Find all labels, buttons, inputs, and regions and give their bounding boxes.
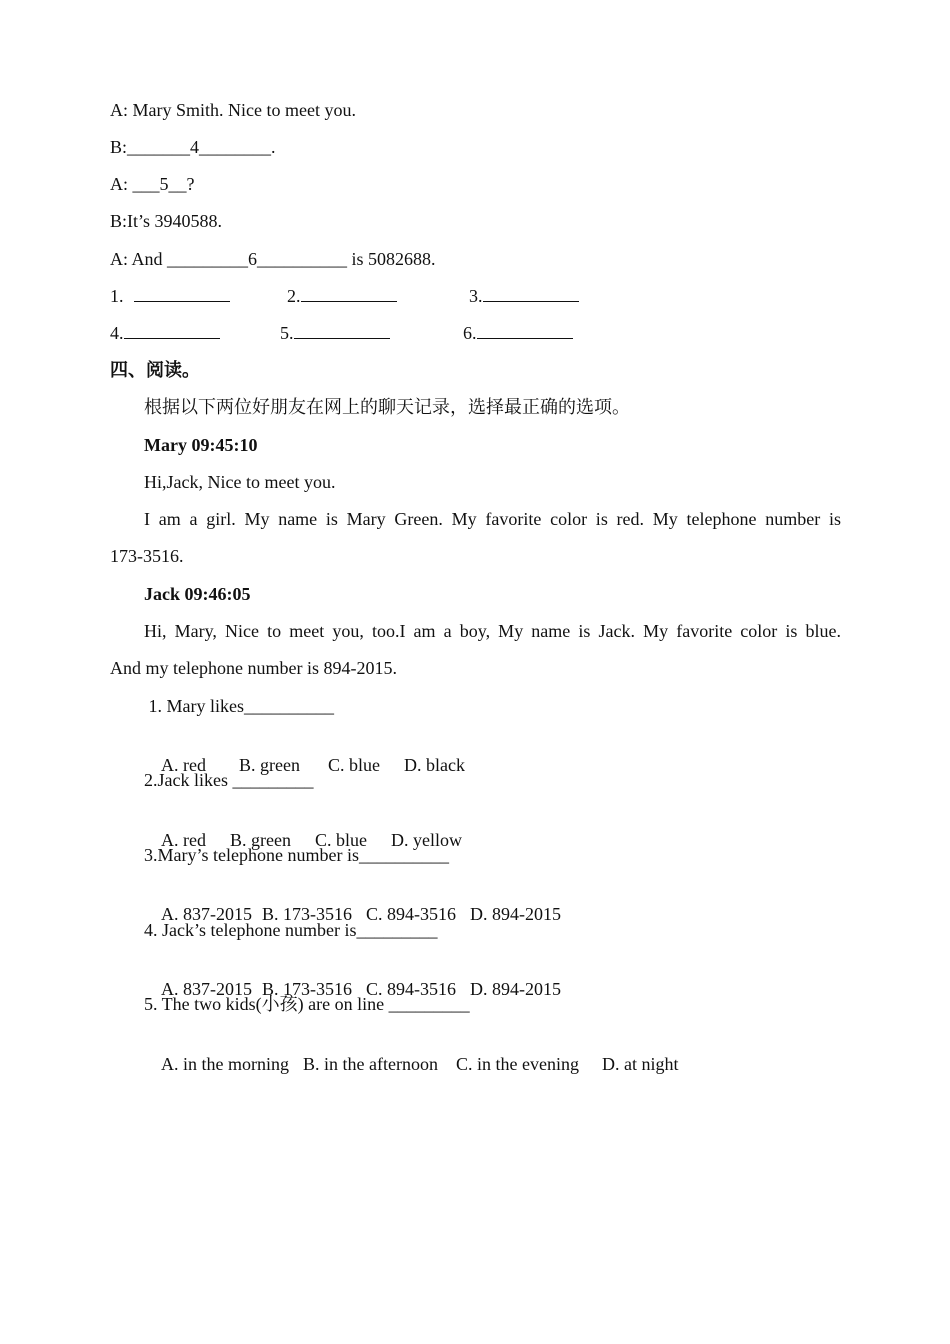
option: C. 894-3516: [366, 904, 457, 924]
blank-line: [294, 322, 390, 339]
option: D. 894-2015: [470, 904, 562, 924]
chat-message: Hi, Mary, Nice to meet you, too.I am a boy, My name is Jack. My favorite color is blue.: [144, 621, 841, 641]
chat-message: Hi,Jack, Nice to meet you.: [144, 472, 336, 492]
answer-blank-5: 5.: [280, 322, 390, 344]
option: C. blue: [327, 755, 380, 775]
option: C. in the evening: [455, 1054, 579, 1074]
dialogue-line: B:It’s 3940588.: [110, 211, 223, 231]
chat-header-mary: Mary 09:45:10: [144, 435, 258, 455]
blank-line: [483, 285, 579, 302]
dialogue-line: A: And _________6__________ is 5082688.: [110, 249, 436, 269]
blank-line: [301, 285, 397, 302]
option: A. red: [161, 830, 206, 850]
blank-line: [124, 322, 220, 339]
option: B. in the afternoon: [303, 1054, 438, 1074]
chat-header-jack: Jack 09:46:05: [144, 584, 251, 604]
option: A. red: [161, 755, 206, 775]
option: D. yellow: [390, 830, 462, 850]
option: B. green: [239, 755, 300, 775]
dialogue-line: A: Mary Smith. Nice to meet you.: [110, 100, 356, 120]
section-title: 四、阅读。: [110, 360, 200, 380]
options-row: [144, 1031, 678, 1097]
chat-message: 173-3516.: [110, 546, 184, 566]
option: B. 173-3516: [262, 904, 353, 924]
question-4: 4. Jack’s telephone number is_________: [144, 920, 438, 940]
option: B. 173-3516: [262, 979, 353, 999]
option: A. 837-2015: [161, 979, 253, 999]
option: D. black: [403, 755, 465, 775]
question-3: 3.Mary’s telephone number is__________: [144, 845, 449, 865]
answer-blank-3: 3.: [469, 285, 579, 307]
option: D. 894-2015: [470, 979, 562, 999]
answer-blank-4: 4.: [110, 322, 220, 344]
option: D. at night: [601, 1054, 679, 1074]
option: A. 837-2015: [161, 904, 253, 924]
blank-line: [134, 285, 230, 302]
instructions: 根据以下两位好朋友在网上的聊天记录，选择最正确的选项。: [144, 397, 630, 417]
question-2: 2.Jack likes _________: [144, 770, 314, 790]
option: B. green: [230, 830, 291, 850]
answer-blank-6: 6.: [463, 322, 573, 344]
option: A. in the morning: [161, 1054, 290, 1074]
option: C. blue: [314, 830, 367, 850]
question-5: 5. The two kids(小孩) are on line _________: [144, 994, 470, 1014]
answer-blank-1: 1.: [110, 285, 230, 307]
chat-message: I am a girl. My name is Mary Green. My favorite color is red. My telephone number is: [144, 509, 841, 529]
chat-message: And my telephone number is 894-2015.: [110, 658, 397, 678]
question-1: 1. Mary likes__________: [144, 696, 334, 716]
option: C. 894-3516: [366, 979, 457, 999]
blank-line: [477, 322, 573, 339]
dialogue-line: B:_______4________.: [110, 137, 276, 157]
answer-blank-2: 2.: [287, 285, 397, 307]
dialogue-line: A: ___5__?: [110, 174, 195, 194]
